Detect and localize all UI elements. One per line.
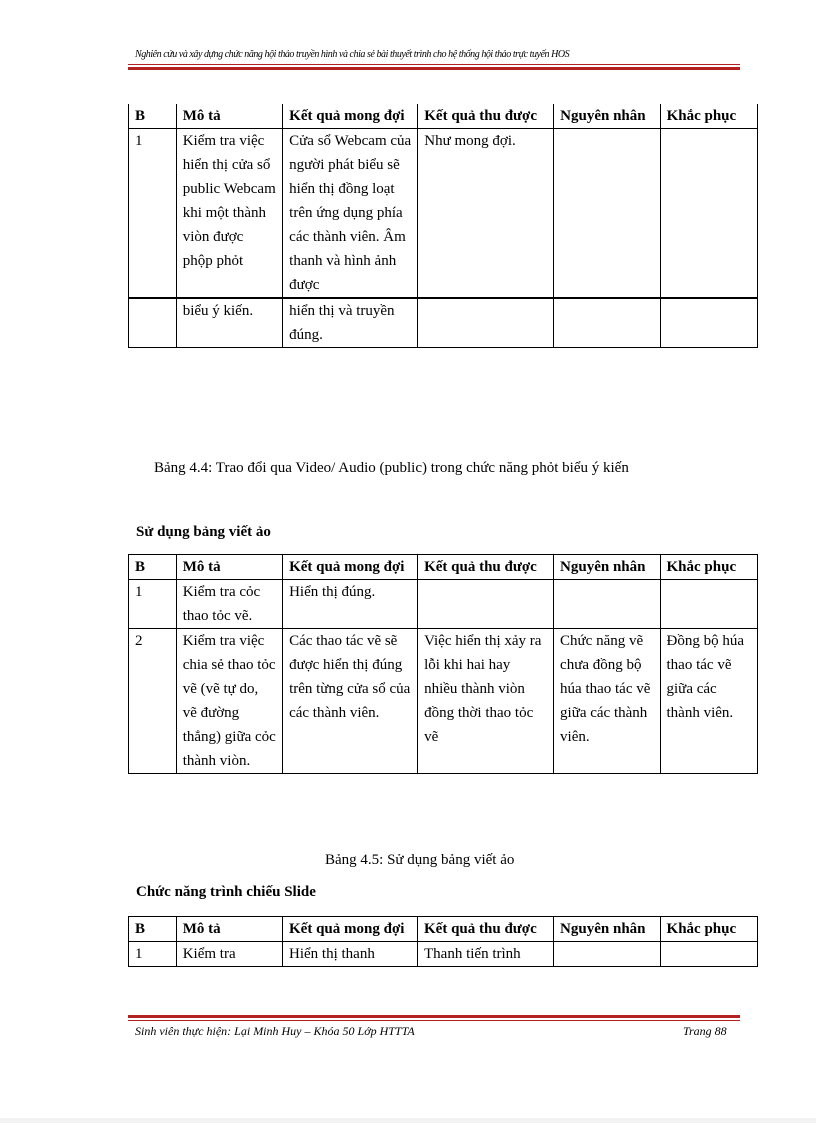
col-header-cause: Nguyên nhân (554, 555, 660, 580)
col-header-expected: Kết quả mong đợi (283, 917, 418, 942)
cell-actual: Thanh tiến trình (418, 942, 554, 967)
cell-number: 1 (129, 129, 177, 299)
table-row (129, 298, 758, 348)
cell-number (129, 298, 177, 348)
cell-actual: Việc hiển thị xảy ra lỗi khi hai hay nhiều thành viòn đồng thời thao tỏc vẽ (418, 629, 554, 774)
cell-number: 1 (129, 580, 177, 629)
cell-cause (554, 580, 660, 629)
cell-fix: Đồng bộ húa thao tác vẽ giữa các thành viên. (660, 629, 757, 774)
footer-rule-thick (128, 1015, 740, 1018)
cell-expected: hiển thị và truyền đúng. (283, 298, 418, 348)
col-header-cause: Nguyên nhân (554, 104, 660, 129)
section-title-slide-show: Chức năng trình chiếu Slide (136, 884, 316, 900)
col-header-expected: Kết quả mong đợi (283, 555, 418, 580)
col-header-fix: Khắc phục (660, 917, 757, 942)
cell-number: 2 (129, 629, 177, 774)
col-header-b: B (129, 917, 177, 942)
cell-expected: Hiển thị đúng. (283, 580, 418, 629)
table-header-row (129, 555, 758, 580)
cell-expected: Cửa sổ Webcam của người phát biểu sẽ hiển thị đồng loạt trên ứng dụng phía các thành viên. Âm thanh và hình ảnh được (283, 129, 418, 299)
col-header-b: B (129, 104, 177, 129)
col-header-description: Mô tả (176, 917, 282, 942)
footer-student: Sinh viên thực hiện: Lại Minh Huy – Khóa 50 Lớp HTTTA (135, 1024, 415, 1038)
col-header-cause: Nguyên nhân (554, 917, 660, 942)
cell-description: Kiểm tra việc hiển thị cửa sổ public Webcam khi một thành viòn được phộp phỏt (176, 129, 282, 299)
cell-fix (660, 298, 757, 348)
col-header-actual: Kết quả thu được (418, 555, 554, 580)
cell-cause (554, 298, 660, 348)
cell-description: Kiểm tra việc chia sẻ thao tỏc vẽ (vẽ tự do, vẽ đường thẳng) giữa cỏc thành viòn. (176, 629, 282, 774)
section-title-virtual-board: Sử dụng bảng viết ảo (136, 524, 271, 540)
col-header-description: Mô tả (176, 555, 282, 580)
cell-expected: Các thao tác vẽ sẽ được hiển thị đúng trên từng cửa sổ của các thành viên. (283, 629, 418, 774)
table-row (129, 942, 758, 967)
table-row (129, 629, 758, 774)
cell-fix (660, 942, 757, 967)
col-header-fix: Khắc phục (660, 104, 757, 129)
footer-rule-thin (128, 1020, 740, 1021)
col-header-b: B (129, 555, 177, 580)
table-header-row (129, 917, 758, 942)
col-header-actual: Kết quả thu được (418, 104, 554, 129)
cell-fix (660, 129, 757, 299)
table-row (129, 129, 758, 299)
cell-cause (554, 942, 660, 967)
cell-fix (660, 580, 757, 629)
footer-page-number: Trang 88 (683, 1024, 727, 1038)
table-slide-show (128, 916, 758, 967)
cell-actual (418, 580, 554, 629)
cell-actual (418, 298, 554, 348)
cell-actual: Như mong đợi. (418, 129, 554, 299)
header-rule-thick (128, 67, 740, 70)
table-video-audio (128, 104, 758, 348)
col-header-description: Mô tả (176, 104, 282, 129)
table-row (129, 580, 758, 629)
page-header-title: Nghiên cứu và xây dựng chức năng hội thảo truyền hình và chia sẻ bài thuyết trình cho hệ thống hội thảo trực tuyến HOS (135, 49, 570, 60)
table-virtual-board (128, 554, 758, 774)
cell-expected: Hiển thị thanh (283, 942, 418, 967)
page-bottom-edge (0, 1118, 816, 1123)
col-header-actual: Kết quả thu được (418, 917, 554, 942)
cell-cause (554, 129, 660, 299)
header-rule-thin (128, 64, 740, 65)
cell-number: 1 (129, 942, 177, 967)
cell-description: Kiểm tra cỏc thao tỏc vẽ. (176, 580, 282, 629)
caption-table-4-4: Bảng 4.4: Trao đổi qua Video/ Audio (public) trong chức năng phỏt biểu ý kiến (154, 460, 629, 476)
cell-description: biểu ý kiến. (176, 298, 282, 348)
cell-cause: Chức năng vẽ chưa đồng bộ húa thao tác vẽ giữa các thành viên. (554, 629, 660, 774)
caption-table-4-5: Bảng 4.5: Sử dụng bảng viết ảo (325, 852, 515, 868)
cell-description: Kiểm tra (176, 942, 282, 967)
table-header-row (129, 104, 758, 129)
col-header-fix: Khắc phục (660, 555, 757, 580)
col-header-expected: Kết quả mong đợi (283, 104, 418, 129)
